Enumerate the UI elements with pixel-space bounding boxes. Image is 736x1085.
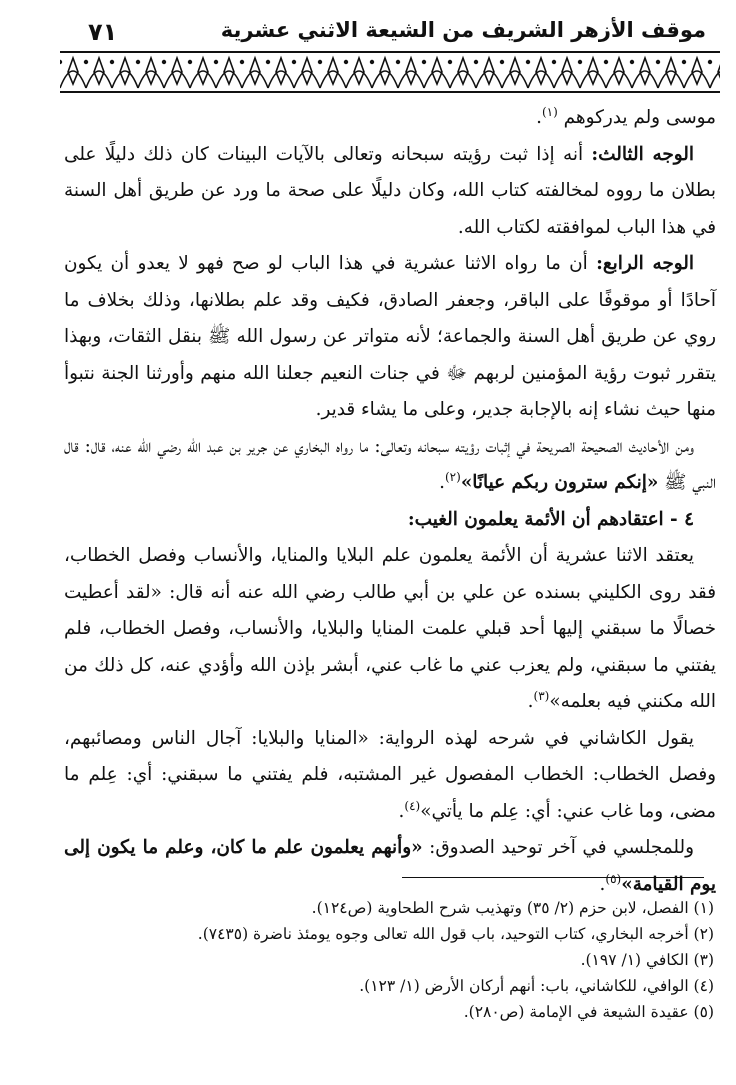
ornament-motif <box>138 58 164 88</box>
ornament-motif <box>190 58 216 88</box>
ornament-motif <box>294 58 320 88</box>
ornament-motif <box>60 58 86 88</box>
ornament-dot <box>370 60 374 64</box>
footnote-4: (٤) الوافي، للكاشاني، باب: أنهم أركان الأرض (١/ ١٢٣). <box>359 977 714 995</box>
footnote-1: (١) الفصل، لابن حزم (٢/ ٣٥) وتهذيب شرح الطحاوية (ص١٢٤). <box>311 899 714 917</box>
footnote-ref: (٤) <box>404 798 421 813</box>
footnote-ref: (١) <box>541 104 558 119</box>
ornament-motif <box>502 58 528 88</box>
section-heading: ٤ - اعتقادهم أن الأئمة يعلمون الغيب: <box>407 508 694 530</box>
ornament-dot <box>474 60 478 64</box>
ornament-motif <box>424 58 450 88</box>
paragraph-majlisi: وللمجلسي في آخر توحيد الصدوق: «وأنهم يعلمون علم ما كان، وعلم ما يكون إلى يوم القيامة»$^{(٥)}$. <box>64 837 716 895</box>
ornament-motif <box>86 58 112 88</box>
ornament-dot <box>344 60 348 64</box>
ornament-dot <box>60 60 62 64</box>
ornament-dot <box>578 60 582 64</box>
paragraph-kashani: يقول الكاشاني في شرحه لهذه الرواية: «المنايا والبلايا: آجال الناس ومصائبهم، وفصل الخطاب: الخطاب المفصول غير المشتبه، فلم يفتني ما سبقني: أي: عِلم ما مضى، وما غاب عني: أي: عِلم ما يأتي»$^{(٤)}$. <box>64 727 716 822</box>
ornament-dot <box>240 60 244 64</box>
ornament-motif <box>398 58 424 88</box>
footnote-separator <box>402 877 704 878</box>
paragraph-third-aspect: الوجه الثالث: أنه إذا ثبت رؤيته سبحانه وتعالى بالآيات البينات كان ذلك دليلًا على بطلان ما رووه لمخالفته كتاب الله، وكان دليلًا على صحة ما ورد عن طريق أهل السنة في هذا الباب لموافقته لكتاب الله. <box>64 143 716 238</box>
footnote-3: (٣) الكافي (١/ ١٩٧). <box>580 951 714 969</box>
hadith-quote: «إنكم سترون ربكم عيانًا» <box>460 472 659 493</box>
footnote-2: (٢) أخرجه البخاري، كتاب التوحيد، باب قول الله تعالى وجوه يومئذ ناضرة (٧٤٣٥). <box>197 925 714 943</box>
ornament-motif <box>112 58 138 88</box>
ornament-motif <box>554 58 580 88</box>
ornament-dot <box>526 60 530 64</box>
ornament-dot <box>84 60 88 64</box>
footnote-ref: (٢) <box>444 469 461 484</box>
ornament-dot <box>292 60 296 64</box>
ornament-motif <box>450 58 476 88</box>
paragraph-lead: الوجه الثالث: <box>591 143 694 165</box>
ornament-motif <box>580 58 606 88</box>
ornament-motif <box>476 58 502 88</box>
ornament-dot <box>500 60 504 64</box>
footnote-5: (٥) عقيدة الشيعة في الإمامة (ص٢٨٠). <box>463 1003 714 1021</box>
paragraph-lead: الوجه الرابع: <box>596 253 694 274</box>
ornament-motif <box>658 58 684 88</box>
running-title: موقف الأزهر الشريف من الشيعة الاثني عشرية <box>220 18 706 42</box>
ornament-dot <box>318 60 322 64</box>
footnote-ref: (٥) <box>605 871 622 886</box>
ornament-dot <box>422 60 426 64</box>
ornament-dot <box>682 60 686 64</box>
ornament-motif <box>164 58 190 88</box>
decorative-border-ornament <box>60 50 720 94</box>
ornament-motif <box>320 58 346 88</box>
ornament-motif <box>242 58 268 88</box>
ornament-dot <box>266 60 270 64</box>
ornament-motif <box>346 58 372 88</box>
ornament-dot <box>110 60 114 64</box>
ornament-dot <box>604 60 608 64</box>
ornament-dot <box>448 60 452 64</box>
ornament-motif <box>528 58 554 88</box>
ornament-motif <box>372 58 398 88</box>
page-header <box>60 18 706 50</box>
ornament-dot <box>656 60 660 64</box>
main-text <box>64 100 716 903</box>
paragraph-continuation: موسى ولم يدركوهم $^{(١)}$. <box>536 104 716 128</box>
ornament-motif <box>632 58 658 88</box>
ornament-dot <box>396 60 400 64</box>
ornament-dot <box>136 60 140 64</box>
ornament-dot <box>708 60 712 64</box>
paragraph-hadith: ومن الأحاديث الصحيحة الصريحة في إثبات رؤيته سبحانه وتعالى: ما رواه البخاري عن جرير بن عبد الله رضي الله عنه، قال: قال النبي ﷺ «إنكم سترون ربكم عيانًا»$^{(٢)}$. <box>64 435 716 493</box>
ornament-dot <box>552 60 556 64</box>
ornament-motif <box>268 58 294 88</box>
ornament-motif <box>216 58 242 88</box>
ornament-dot <box>162 60 166 64</box>
ornament-dot <box>214 60 218 64</box>
ornament-dot <box>630 60 634 64</box>
ornament-motif <box>606 58 632 88</box>
ornament-motif <box>684 58 710 88</box>
ornament-dot <box>188 60 192 64</box>
footnote-ref: (٣) <box>533 688 550 703</box>
quote: «وأنهم يعلمون علم ما كان، وعلم ما يكون إلى يوم القيامة» <box>64 837 716 895</box>
paragraph-fourth-aspect: الوجه الرابع: أن ما رواه الاثنا عشرية في هذا الباب لو صح فهو لا يعدو أن يكون آحادًا أو موقوفًا على الباقر، وجعفر الصادق، فكيف وقد علم بطلانها، وذلك بخلاف ما روي عن طريق أهل السنة والجماعة؛ لأنه متواتر عن رسول الله ﷺ بنقل الثقات، وبهذا يتقرر ثبوت رؤية المؤمنين لربهم ﷻ في جنات النعيم جعلنا الله منهم وأورثنا الجنة نتبوأ منها حيث نشاء إنه بالإجابة جدير، وعلى ما يشاء قدير. <box>64 253 716 420</box>
footnotes <box>120 895 716 1025</box>
page-number: ٧١ <box>88 18 118 46</box>
paragraph-imams-knowledge: يعتقد الاثنا عشرية أن الأئمة يعلمون علم البلايا والمنايا، والأنساب وفصل الخطاب، فقد روى الكليني بسنده عن علي بن أبي طالب رضي الله عنه أنه قال: «لقد أعطيت خصالًا ما سبقني إليها أحد قبلي علمت المنايا والبلايا، والأنساب، وفصل الخطاب، فلم يفتني ما سبقني، ولم يعزب عني ما غاب عني، أبشر بإذن الله وأؤدي عنه، كل ذلك من الله مكنني فيه بعلمه»$^{(٣)}$. <box>64 545 716 712</box>
